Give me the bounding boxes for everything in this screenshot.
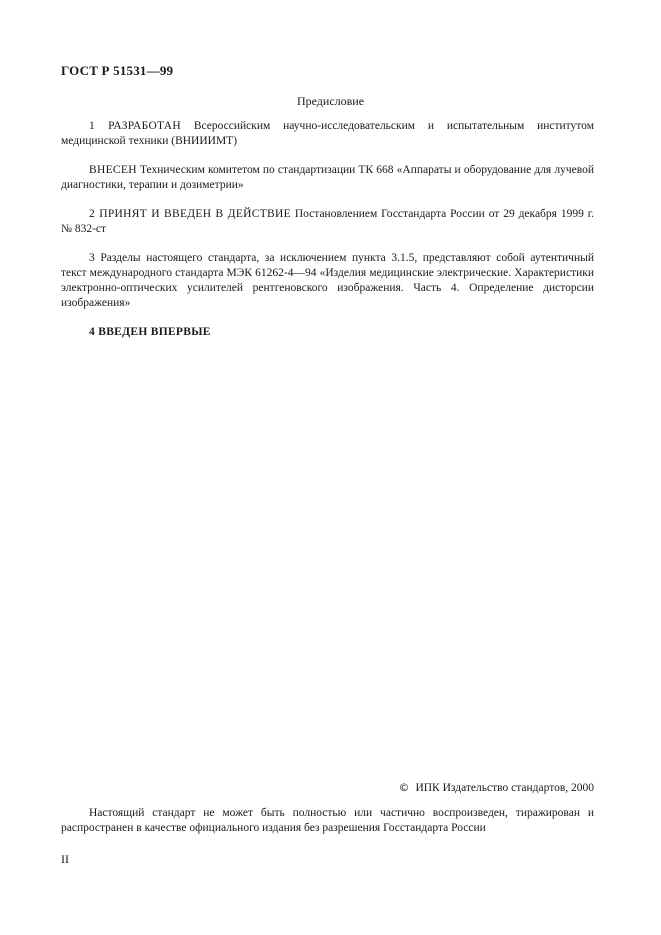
preface-item-lead: 4 ВВЕДЕН ВПЕРВЫЕ bbox=[89, 326, 211, 338]
preface-item-lead: ВНЕСЕН bbox=[89, 164, 137, 176]
document-code: ГОСТ Р 51531—99 bbox=[61, 63, 174, 78]
preface-item-lead: 1 РАЗРАБОТАН bbox=[89, 120, 182, 132]
preface-item-text: Всероссийским научно-исследовательским и испытательным институтом медицинской техники (ВНИИИМТ) bbox=[61, 120, 594, 147]
preface-item-lead: 2 ПРИНЯТ И ВВЕДЕН В ДЕЙСТВИЕ bbox=[89, 208, 291, 220]
preface-item-sections bbox=[61, 251, 594, 311]
preface-content bbox=[61, 119, 594, 354]
preface-item-introduced-by bbox=[61, 163, 594, 193]
page-number: II bbox=[61, 852, 69, 866]
preface-item-adopted bbox=[61, 207, 594, 237]
reproduction-notice: Настоящий стандарт не может быть полностью или частично воспроизведен, тиражирован и распространен в качестве официального издания без разрешения Госстандарта России bbox=[61, 807, 594, 834]
preface-item-developed bbox=[61, 119, 594, 149]
copyright-icon: © bbox=[398, 781, 410, 794]
copyright-line bbox=[398, 781, 594, 794]
preface-item-text: 3 Разделы настоящего стандарта, за исключением пункта 3.1.5, представляют собой аутентичный текст международного стандарта МЭК 61262-4—94 «Изделия медицинские электрические. Характеристики электронно-оптических усилителей рентгеновского изображения. Часть 4. Определение дисторсии изображения» bbox=[61, 252, 594, 309]
preface-item-text: Постановлением Госстандарта России от 29 декабря 1999 г. № 832-ст bbox=[61, 208, 594, 235]
copyright-text: ИПК Издательство стандартов, 2000 bbox=[415, 782, 594, 794]
preface-title: Предисловие bbox=[296, 94, 365, 108]
preface-item-text: Техническим комитетом по стандартизации ТК 668 «Аппараты и оборудование для лучевой диагностики, терапии и дозиметрии» bbox=[61, 164, 594, 191]
preface-item-first-introduced bbox=[61, 325, 594, 340]
